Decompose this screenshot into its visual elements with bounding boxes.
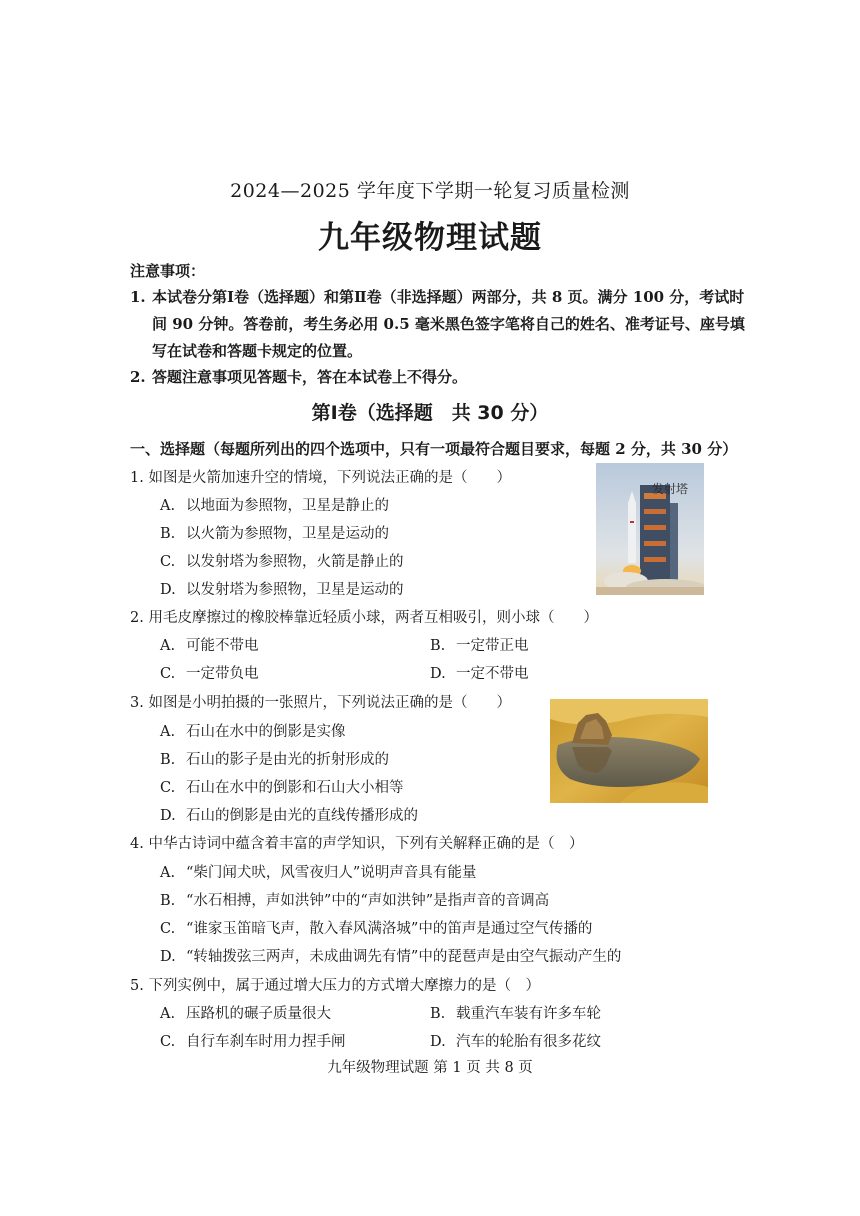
option-letter: D. (430, 1034, 446, 1050)
option-letter: D. (430, 666, 446, 682)
rock-reflection-illustration (550, 699, 708, 803)
question-5-option-d (430, 1030, 601, 1051)
question-1-option-a (160, 494, 389, 515)
question-4-option-d (160, 945, 621, 966)
option-text: 以火箭为参照物，卫星是运动的 (186, 526, 389, 542)
option-letter: A. (160, 724, 176, 740)
option-text: 可能不带电 (186, 638, 259, 654)
question-1-option-b (160, 522, 389, 543)
option-letter: C. (160, 1034, 176, 1050)
question-4-option-a (160, 861, 476, 882)
option-letter: C. (160, 554, 176, 570)
option-text: 石山在水中的倒影是实像 (186, 724, 346, 740)
option-letter: B. (160, 752, 176, 768)
option-letter: D. (160, 949, 176, 965)
notice-item-number: 2. (130, 368, 146, 386)
question-1-stem: 1. 如图是火箭加速升空的情境，下列说法正确的是（ ） (130, 470, 511, 486)
option-text: 一定不带电 (456, 666, 529, 682)
option-text: 石山在水中的倒影和石山大小相等 (186, 780, 404, 796)
option-text: “水石相搏，声如洪钟”中的“声如洪钟”是指声音的音调高 (186, 893, 550, 909)
question-2-option-a (160, 634, 259, 655)
option-letter: D. (160, 808, 176, 824)
question-5-option-c (160, 1030, 346, 1051)
question-4-stem: 4. 中华古诗词中蕴含着丰富的声学知识，下列有关解释正确的是（ ） (130, 836, 584, 852)
option-text: 以发射塔为参照物，卫星是运动的 (186, 582, 404, 598)
question-2-option-c (160, 662, 259, 683)
option-letter: D. (160, 582, 176, 598)
option-text: 一定带负电 (186, 666, 259, 682)
question-5-stem: 5. 下列实例中，属于通过增大压力的方式增大摩擦力的是（ ） (130, 978, 540, 994)
question-3-option-a (160, 720, 346, 741)
rock-reflection-photo (550, 699, 708, 803)
option-text: “转轴拨弦三两声，未成曲调先有情”中的琵琶声是由空气振动产生的 (186, 949, 622, 965)
option-letter: B. (430, 638, 446, 654)
notice-item-2 (130, 364, 750, 391)
option-text: 以发射塔为参照物，火箭是静止的 (186, 554, 404, 570)
notice-item-text: 本试卷分第Ⅰ卷（选择题）和第Ⅱ卷（非选择题）两部分，共 8 页。满分 100 分，考试时间 90 分钟。答卷前，考生务必用 0.5 毫米黑色签字笔将自己的姓名、准考证号、座号填写在试卷和答题卡规定的位置。 (152, 288, 745, 360)
option-letter: C. (160, 921, 176, 937)
question-1-option-d (160, 578, 404, 599)
rocket-launch-photo (596, 463, 704, 595)
option-letter: A. (160, 1006, 176, 1022)
question-2-option-b (430, 634, 529, 655)
question-3-option-d (160, 804, 418, 825)
page-footer: 九年级物理试题 第 1 页 共 8 页 (327, 1060, 533, 1076)
question-4-option-b (160, 889, 549, 910)
option-letter: C. (160, 666, 176, 682)
option-text: 石山的影子是由光的折射形成的 (186, 752, 389, 768)
notice-heading: 注意事项： (130, 262, 206, 280)
question-5-option-a (160, 1002, 331, 1023)
notice-item-number: 1. (130, 288, 146, 306)
option-text: “柴门闻犬吠，风雪夜归人”说明声音具有能量 (186, 865, 477, 881)
question-3-option-b (160, 748, 389, 769)
exam-subtitle: 2024—2025 学年度下学期一轮复习质量检测 (230, 180, 630, 202)
option-letter: A. (160, 865, 176, 881)
option-text: 汽车的轮胎有很多花纹 (456, 1034, 601, 1050)
section-title: 第Ⅰ卷（选择题 共 30 分） (311, 402, 549, 424)
question-1-option-c (160, 550, 404, 571)
question-3-option-c (160, 776, 404, 797)
option-text: “谁家玉笛暗飞声，散入春风满洛城”中的笛声是通过空气传播的 (186, 921, 593, 937)
option-text: 压路机的碾子质量很大 (186, 1006, 331, 1022)
question-4-option-c (160, 917, 592, 938)
question-3-stem: 3. 如图是小明拍摄的一张照片，下列说法正确的是（ ） (130, 695, 511, 711)
option-letter: A. (160, 638, 176, 654)
rocket-launch-illustration (596, 463, 704, 595)
part-heading: 一、选择题（每题所列出的四个选项中，只有一项最符合题目要求，每题 2 分，共 30 分） (130, 440, 738, 458)
option-text: 自行车刹车时用力捏手闸 (186, 1034, 346, 1050)
option-text: 石山的倒影是由光的直线传播形成的 (186, 808, 418, 824)
option-text: 一定带正电 (456, 638, 529, 654)
option-letter: B. (430, 1006, 446, 1022)
option-letter: B. (160, 526, 176, 542)
option-letter: C. (160, 780, 176, 796)
notice-item-1 (130, 284, 750, 365)
question-5-option-b (430, 1002, 601, 1023)
option-text: 载重汽车装有许多车轮 (456, 1006, 601, 1022)
question-2-stem: 2. 用毛皮摩擦过的橡胶棒靠近轻质小球，两者互相吸引，则小球（ ） (130, 610, 598, 626)
option-text: 以地面为参照物，卫星是静止的 (186, 498, 389, 514)
exam-title: 九年级物理试题 (318, 220, 542, 256)
launch-tower-label: 发射塔 (652, 482, 689, 496)
notice-item-text: 答题注意事项见答题卡，答在本试卷上不得分。 (152, 368, 468, 386)
question-2-option-d (430, 662, 529, 683)
option-letter: B. (160, 893, 176, 909)
option-letter: A. (160, 498, 176, 514)
